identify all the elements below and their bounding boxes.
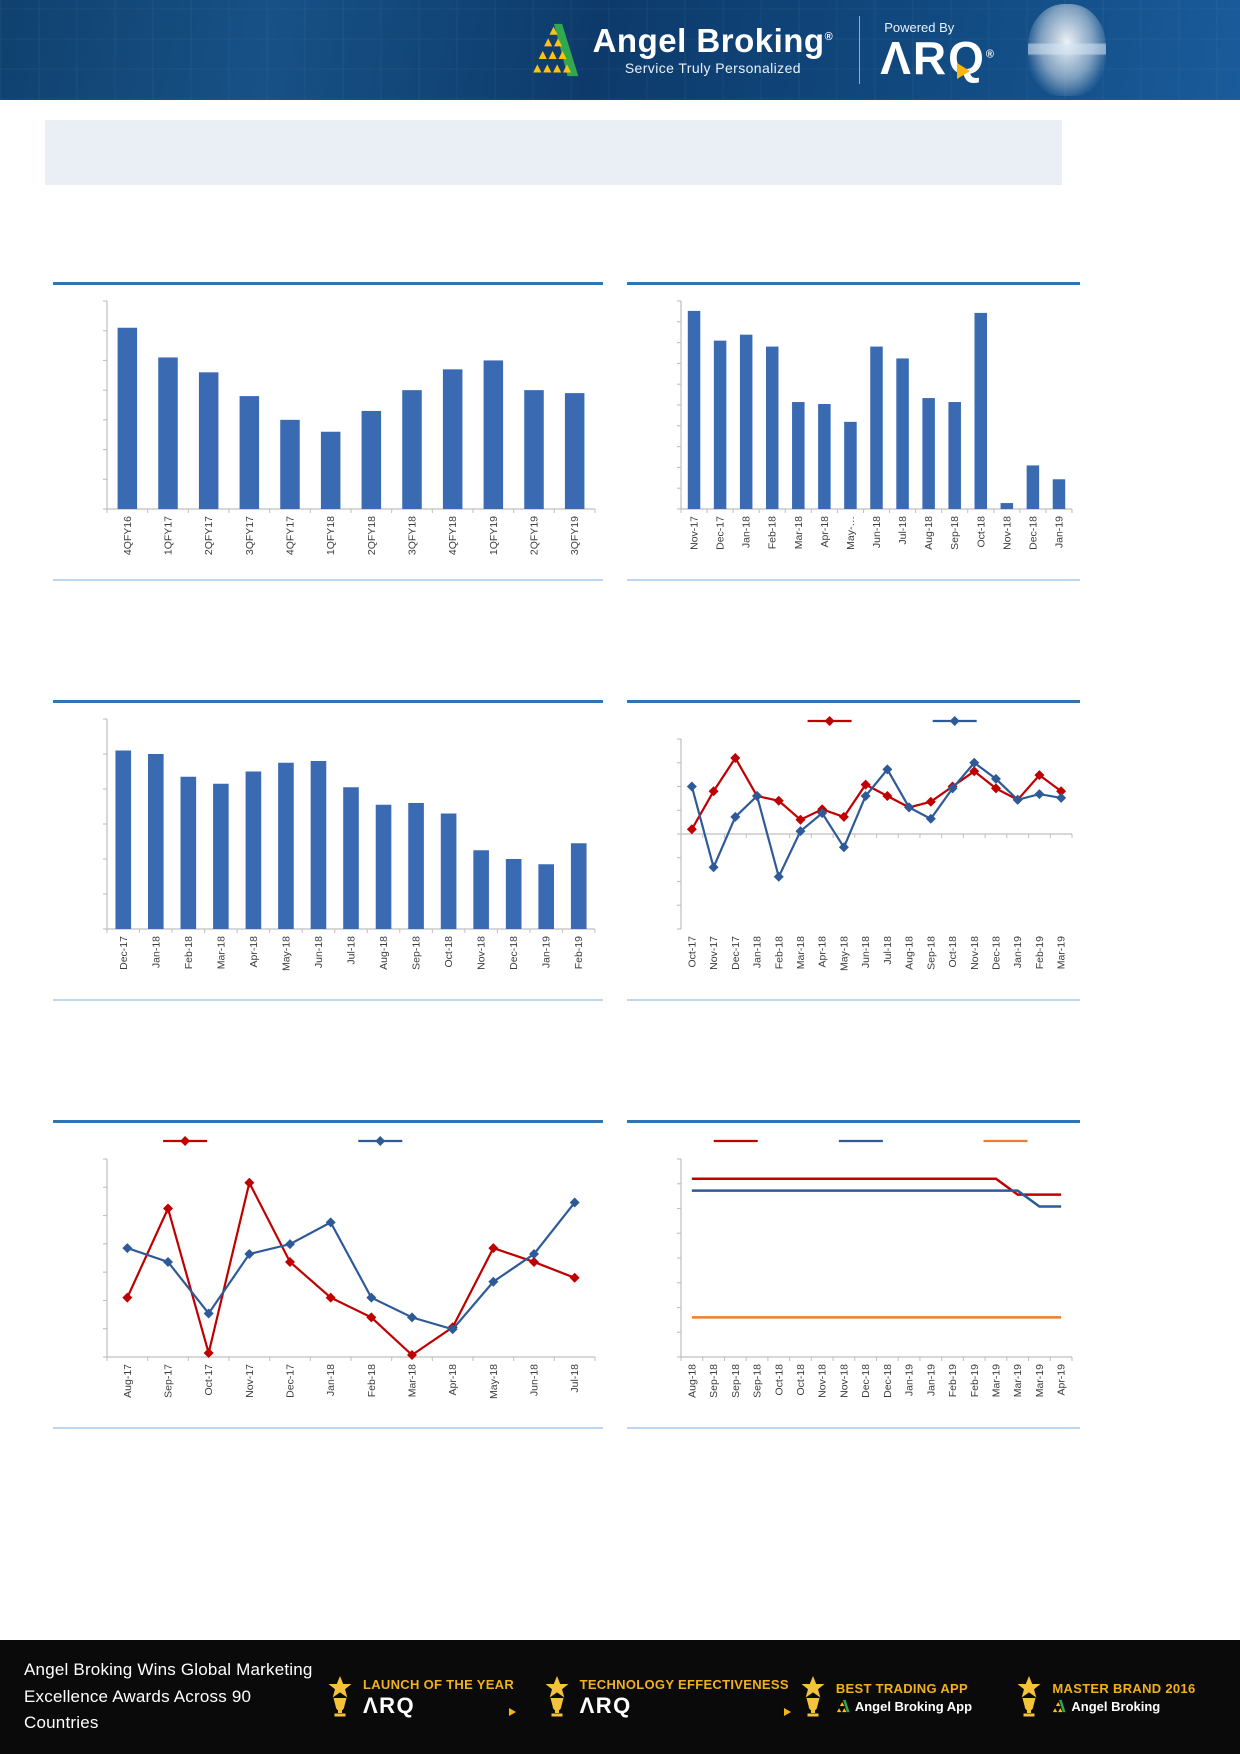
x-tick-label: Feb-19 xyxy=(573,936,586,970)
series-0 xyxy=(687,753,1066,834)
bar xyxy=(441,814,457,930)
bar xyxy=(402,390,422,509)
awards-footer xyxy=(0,1640,1240,1754)
brand-tagline: Service Truly Personalized xyxy=(624,60,801,77)
x-tick-label: 1QFY19 xyxy=(487,516,500,556)
x-tick-label: Oct-18 xyxy=(794,1364,807,1396)
bar xyxy=(792,402,805,509)
angel-broking-mini-logo-icon xyxy=(1052,1699,1066,1713)
bar xyxy=(376,805,392,929)
chart-canvas xyxy=(53,1123,603,1427)
x-tick-label: Jan-18 xyxy=(740,516,753,549)
trophy-icon xyxy=(326,1676,354,1718)
award-technology-effectiveness xyxy=(543,1676,789,1718)
arq-arrow-icon xyxy=(784,1708,791,1716)
bar xyxy=(148,754,164,929)
award-title: BEST TRADING APP xyxy=(835,1680,968,1696)
bar xyxy=(870,347,883,509)
x-tick-label: Sep-17 xyxy=(162,1364,175,1398)
award-subtitle-arq: ΛRQ xyxy=(580,1695,789,1717)
arq-arrow-icon xyxy=(957,63,970,79)
x-tick-label: 3QFY17 xyxy=(243,516,256,556)
x-tick-label: Nov-17 xyxy=(688,516,701,550)
bar xyxy=(1027,465,1040,509)
x-tick-label: Nov-18 xyxy=(1001,516,1014,550)
bar xyxy=(975,313,988,509)
bar xyxy=(1001,503,1014,509)
bar xyxy=(538,864,554,929)
x-tick-label: Nov-18 xyxy=(968,936,981,970)
bar xyxy=(740,335,753,509)
bar xyxy=(844,422,857,509)
report-title-band xyxy=(45,120,1062,185)
footer-headline-line1: Angel Broking Wins Global Marketing xyxy=(24,1660,313,1680)
x-tick-label: Oct-17 xyxy=(203,1364,216,1396)
x-tick-label: Sep-18 xyxy=(949,516,962,550)
series-1 xyxy=(122,1198,579,1335)
brand-name: Angel Broking® xyxy=(592,21,834,59)
x-tick-label: Apr-19 xyxy=(1055,1364,1068,1396)
chart-bar-quarterly xyxy=(53,285,603,579)
bars xyxy=(115,751,586,930)
x-tick-label: Mar-18 xyxy=(406,1364,419,1398)
bar xyxy=(473,850,489,929)
section-two-line-oct17-mar19 xyxy=(627,700,1080,1001)
x-tick-label: 1QFY18 xyxy=(325,516,338,556)
powered-by-label: Powered By xyxy=(884,19,955,35)
x-tick-label: Mar-19 xyxy=(1012,1364,1025,1398)
bar xyxy=(115,751,131,930)
x-tick-label: 4QFY18 xyxy=(447,516,460,556)
x-tick-label: Jun-18 xyxy=(860,936,873,969)
x-tick-label: May-… xyxy=(844,516,857,550)
header-divider xyxy=(859,16,860,84)
x-tick-label: Feb-19 xyxy=(968,1364,981,1398)
bar xyxy=(343,787,359,929)
award-title: MASTER BRAND 2016 xyxy=(1052,1680,1196,1696)
series-0 xyxy=(692,1179,1061,1195)
x-tick-label: 3QFY19 xyxy=(569,516,582,556)
x-tick-label: Dec-17 xyxy=(729,936,742,970)
trophy-icon xyxy=(543,1676,571,1718)
angel-broking-logo xyxy=(527,21,834,79)
bar xyxy=(362,411,382,509)
x-tick-label: Sep-18 xyxy=(751,1364,764,1398)
x-tick-label: Jan-18 xyxy=(325,1364,338,1397)
bar xyxy=(311,761,327,929)
x-tick-label: Sep-18 xyxy=(410,936,423,970)
award-subtitle-arq: ΛRQ xyxy=(363,1695,514,1717)
section-monthly-bar-2 xyxy=(53,700,603,1001)
robot-head-graphic xyxy=(1028,4,1106,96)
chart-canvas xyxy=(627,1123,1080,1427)
x-tick-label: Jul-18 xyxy=(345,936,358,965)
arq-logo: ΛRQ® xyxy=(880,31,996,84)
bar xyxy=(213,784,229,929)
bar xyxy=(714,341,727,509)
bar xyxy=(443,369,463,509)
x-tick-label: Feb-18 xyxy=(182,936,195,970)
x-tick-label: Apr-18 xyxy=(818,516,831,548)
chart-canvas xyxy=(627,703,1080,999)
series-1 xyxy=(687,758,1066,882)
arq-registered-mark: ® xyxy=(985,48,996,61)
x-tick-label: Mar-19 xyxy=(1055,936,1068,970)
x-tick-label: Aug-17 xyxy=(121,1364,134,1398)
bar xyxy=(565,393,585,509)
chart-line-flat-aug18-apr19 xyxy=(627,1123,1080,1427)
x-tick-label: Dec-17 xyxy=(117,936,130,970)
bar xyxy=(922,398,935,509)
x-tick-label: Oct-18 xyxy=(975,516,988,548)
x-tick-label: Jan-19 xyxy=(1012,936,1025,969)
section-flat-lines-aug18-apr19 xyxy=(627,1120,1080,1429)
award-master-brand-2016 xyxy=(1015,1676,1222,1718)
x-tick-label: 4QFY17 xyxy=(284,516,297,556)
x-tick-label: Jan-18 xyxy=(751,936,764,969)
x-tick-label: Sep-18 xyxy=(708,1364,721,1398)
award-subtitle-angel: Angel Broking App xyxy=(836,1699,972,1714)
x-tick-label: Feb-18 xyxy=(365,1364,378,1398)
bar xyxy=(246,772,262,930)
x-tick-label: 1QFY17 xyxy=(162,516,175,556)
award-best-trading-app xyxy=(799,1676,1006,1718)
section-bottom-rule xyxy=(53,999,603,1001)
award-launch-of-the-year xyxy=(326,1676,533,1718)
x-tick-label: Feb-18 xyxy=(773,936,786,970)
bar xyxy=(158,357,178,509)
award-title: LAUNCH OF THE YEAR xyxy=(363,1677,515,1692)
section-monthly-bar-1 xyxy=(627,282,1080,581)
x-tick-label: Jan-19 xyxy=(540,936,553,969)
x-tick-label: Nov-18 xyxy=(475,936,488,970)
x-tick-label: Mar-18 xyxy=(215,936,228,970)
x-tick-label: Jul-18 xyxy=(881,936,894,965)
x-tick-label: Oct-18 xyxy=(947,936,960,968)
bar xyxy=(321,432,341,509)
x-tick-label: Feb-19 xyxy=(1033,936,1046,970)
x-tick-label: Jun-18 xyxy=(528,1364,541,1397)
x-tick-label: Jul-18 xyxy=(569,1364,582,1393)
bar xyxy=(240,396,260,509)
bar xyxy=(199,372,219,509)
bar xyxy=(408,803,424,929)
x-tick-label: Mar-19 xyxy=(1033,1364,1046,1398)
x-tick-label: Apr-18 xyxy=(447,1364,460,1396)
x-tick-label: Jun-18 xyxy=(312,936,325,969)
section-two-line-aug17-jul18 xyxy=(53,1120,603,1429)
x-tick-label: Dec-18 xyxy=(881,1364,894,1398)
section-bottom-rule xyxy=(627,579,1080,581)
bar xyxy=(688,311,701,509)
footer-headline xyxy=(24,1657,316,1736)
footer-headline-line2: Excellence Awards Across 90 Countries xyxy=(24,1686,252,1733)
award-subtitle-angel: Angel Broking xyxy=(1052,1699,1195,1714)
x-tick-label: 3QFY18 xyxy=(406,516,419,556)
x-tick-label: Jan-19 xyxy=(925,1364,938,1397)
x-tick-label: 2QFY19 xyxy=(528,516,541,556)
chart-bar-monthly-dec17-feb19 xyxy=(53,703,603,999)
x-tick-label: Jan-19 xyxy=(1053,516,1066,549)
x-tick-label: Oct-18 xyxy=(773,1364,786,1396)
chart-canvas xyxy=(53,285,603,579)
x-tick-label: Nov-18 xyxy=(838,1364,851,1398)
bar xyxy=(896,358,909,509)
award-title: TECHNOLOGY EFFECTIVENESS xyxy=(579,1677,789,1692)
bar xyxy=(1053,479,1066,509)
x-tick-label: Nov-18 xyxy=(816,1364,829,1398)
bar xyxy=(118,328,138,509)
x-tick-label: Jun-18 xyxy=(871,516,883,549)
x-tick-label: Sep-18 xyxy=(729,1364,742,1398)
bar xyxy=(181,777,197,929)
bars xyxy=(118,328,585,509)
x-tick-label: Nov-17 xyxy=(708,936,721,970)
chart-bar-monthly-nov17-jan19 xyxy=(627,285,1080,579)
x-tick-label: Dec-18 xyxy=(508,936,521,970)
x-tick-label: Aug-18 xyxy=(378,936,391,970)
x-tick-label: Jul-18 xyxy=(897,516,910,545)
x-tick-label: 4QFY16 xyxy=(121,516,134,556)
x-tick-label: Dec-17 xyxy=(284,1364,297,1398)
x-tick-label: 2QFY18 xyxy=(365,516,378,556)
angel-broking-mini-logo-icon xyxy=(836,1699,850,1713)
x-tick-label: May-18 xyxy=(280,936,293,972)
x-tick-label: Mar-18 xyxy=(792,516,805,550)
x-tick-label: Feb-18 xyxy=(766,516,779,550)
trophy-icon xyxy=(1015,1676,1043,1718)
x-tick-label: Aug-18 xyxy=(686,1364,699,1398)
x-tick-label: Nov-17 xyxy=(243,1364,256,1398)
arq-logo-group xyxy=(880,19,996,84)
x-tick-label: 2QFY17 xyxy=(203,516,216,556)
series-1 xyxy=(692,1191,1061,1207)
bar xyxy=(571,843,587,929)
section-quarterly-bar xyxy=(53,282,603,581)
section-bottom-rule xyxy=(627,1427,1080,1429)
bars xyxy=(688,311,1065,509)
bar xyxy=(818,404,831,509)
angel-broking-triangle-icon xyxy=(527,21,581,79)
x-tick-label: May-18 xyxy=(487,1364,500,1400)
x-tick-label: Dec-18 xyxy=(860,1364,873,1398)
x-tick-label: Oct-18 xyxy=(443,936,456,968)
bar xyxy=(278,763,294,929)
x-tick-label: Aug-18 xyxy=(923,516,936,550)
x-tick-label: Mar-19 xyxy=(990,1364,1003,1398)
bar xyxy=(506,859,522,929)
bar xyxy=(766,347,779,509)
x-tick-label: Apr-18 xyxy=(816,936,829,968)
x-tick-label: Jan-18 xyxy=(150,936,163,969)
section-bottom-rule xyxy=(53,1427,603,1429)
bar xyxy=(280,420,300,509)
bar xyxy=(524,390,544,509)
x-tick-label: Dec-17 xyxy=(714,516,727,550)
header-banner xyxy=(0,0,1240,100)
x-tick-label: Sep-18 xyxy=(925,936,938,970)
x-tick-label: Dec-18 xyxy=(1027,516,1040,550)
charts-grid xyxy=(53,282,1080,1429)
chart-canvas xyxy=(53,703,603,999)
bar xyxy=(948,402,961,509)
x-tick-label: Feb-19 xyxy=(947,1364,960,1398)
bar xyxy=(484,360,504,509)
x-tick-label: Oct-17 xyxy=(686,936,699,968)
arq-arrow-icon xyxy=(509,1708,516,1716)
trophy-icon xyxy=(799,1676,827,1718)
section-bottom-rule xyxy=(627,999,1080,1001)
x-tick-label: May-18 xyxy=(838,936,851,972)
x-tick-label: Dec-18 xyxy=(990,936,1003,970)
chart-line-red-blue-aug17-jul18 xyxy=(53,1123,603,1427)
x-tick-label: Aug-18 xyxy=(903,936,916,970)
x-tick-label: Apr-18 xyxy=(247,936,260,968)
chart-line-red-blue-oct17-mar19 xyxy=(627,703,1080,999)
chart-canvas xyxy=(627,285,1080,579)
x-tick-label: Jan-19 xyxy=(903,1364,916,1397)
brand-registered-mark: ® xyxy=(824,30,834,43)
section-bottom-rule xyxy=(53,579,603,581)
x-tick-label: Mar-18 xyxy=(794,936,807,970)
